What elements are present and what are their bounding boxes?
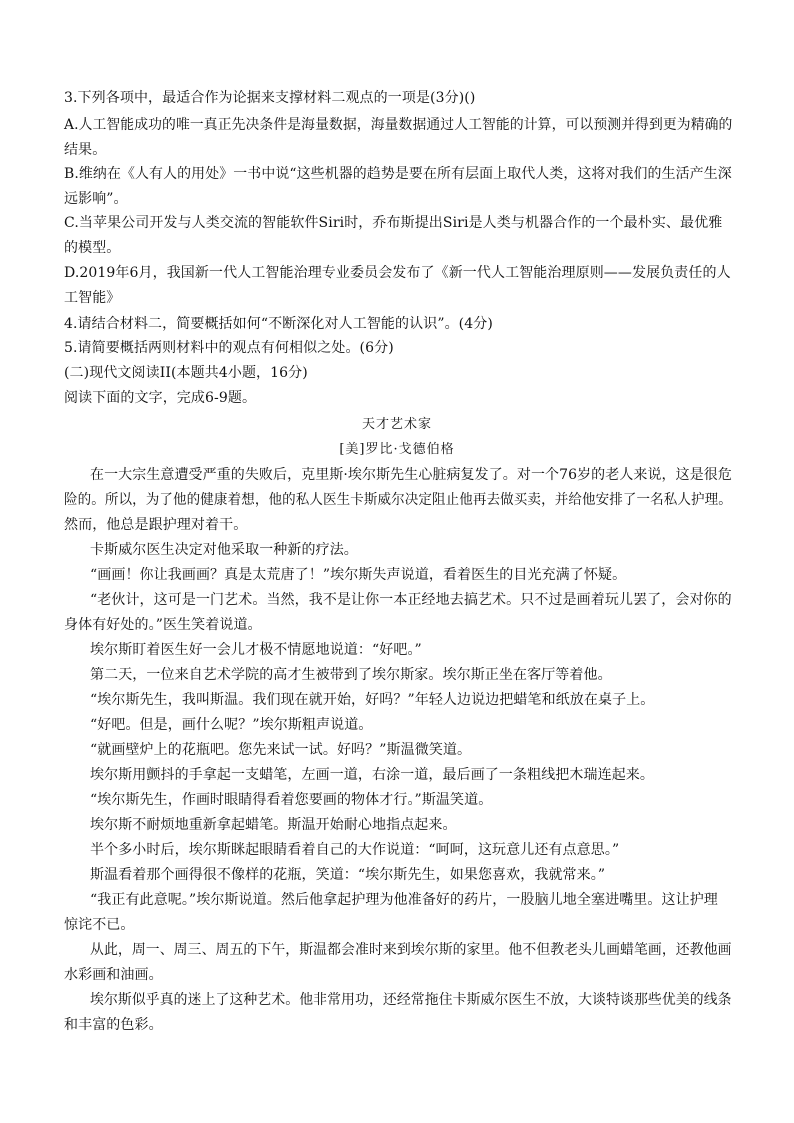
option-d-line-1: D.2019年6月，我国新一代人工智能治理专业委员会发布了《新一代人工智能治理原则——发展负责任的人 (64, 265, 731, 281)
option-b-line-1: B.维纳在《人有人的用处》一书中说“这些机器的趋势是要在所有层面上取代人类，这将对我们的生活产生深 (64, 166, 732, 182)
question-4: 4.请结合材料二，简要概括如何“不断深化对人工智能的认识”。(4分) (64, 316, 493, 332)
story-line: 险的。所以，为了他的健康着想，他的私人医生卡斯威尔决定阻止他再去做买卖，并给他安排了一名私人护理。 (64, 492, 732, 508)
option-d-line-2: 工智能》 (64, 290, 121, 306)
story-line: “好吧。但是，画什么呢？”埃尔斯粗声说道。 (90, 717, 373, 733)
story-line: 埃尔斯不耐烦地重新拿起蜡笔。斯温开始耐心地指点起来。 (90, 817, 457, 833)
question-5: 5.请简要概括两则材料中的观点有何相似之处。(6分) (64, 340, 394, 356)
story-line: 惊诧不已。 (64, 917, 135, 933)
story-line: 埃尔斯用颤抖的手拿起一支蜡笔，左画一道，右涂一道，最后画了一条粗线把木瑞连起来。 (90, 767, 654, 783)
story-line: 身体有好处的。”医生笑着说道。 (64, 617, 262, 633)
story-line: 在一大宗生意遭受严重的失败后，克里斯·埃尔斯先生心脏病复发了。对一个76岁的老人来说，这是很危 (90, 467, 732, 483)
story-title: 天才艺术家 (361, 417, 432, 432)
reading-instruction: 阅读下面的文字，完成6-9题。 (64, 390, 257, 406)
option-a-line-2: 结果。 (64, 142, 107, 158)
story-line: 水彩画和油画。 (64, 967, 163, 983)
story-line: 半个多小时后，埃尔斯眯起眼睛看着自己的大作说道：“呵呵，这玩意儿还有点意思。” (90, 842, 620, 858)
story-line: 第二天，一位来自艺术学院的高才生被带到了埃尔斯家。埃尔斯正坐在客厅等着他。 (90, 667, 612, 683)
story-line: 卡斯威尔医生决定对他采取一种新的疗法。 (90, 542, 358, 558)
story-line: “埃尔斯先生，我叫斯温。我们现在就开始，好吗？”年轻人边说边把蜡笔和纸放在桌子上。 (90, 692, 655, 708)
story-line: 埃尔斯盯着医生好一会儿才极不情愿地说道：“好吧。” (90, 642, 422, 658)
option-c-line-2: 的模型。 (64, 240, 121, 256)
story-line: “老伙计，这可是一门艺术。当然，我不是让你一本正经地去搞艺术。只不过是画着玩儿罢了，会对你的 (90, 592, 732, 608)
story-author: [美]罗比·戈德伯格 (339, 442, 455, 457)
story-line: “就画壁炉上的花瓶吧。您先来试一试。好吗？”斯温微笑道。 (90, 742, 472, 758)
story-line: 斯温看着那个画得很不像样的花瓶，笑道：“埃尔斯先生，如果您喜欢，我就常来。” (90, 867, 606, 883)
option-b-line-2: 远影响”。 (64, 191, 128, 207)
section-heading: (二)现代文阅读II(本题共4小题，16分) (64, 365, 308, 381)
option-c-line-1: C.当苹果公司开发与人类交流的智能软件Siri时，乔布斯提出Siri是人类与机器合作的一个最朴实、最优雅 (64, 215, 723, 231)
story-line: “画画！你让我画画？真是太荒唐了！”埃尔斯失声说道，看着医生的目光充满了怀疑。 (90, 567, 627, 583)
story-line: 埃尔斯似乎真的迷上了这种艺术。他非常用功，还经常拖住卡斯威尔医生不放，大谈特谈那些优美的线条 (90, 992, 732, 1008)
question-3: 3.下列各项中，最适合作为论据来支撑材料二观点的一项是(3分)() (64, 90, 476, 106)
story-line: 然而，他总是跟护理对着干。 (64, 517, 248, 533)
story-line: “埃尔斯先生，作画时眼睛得看着您要画的物体才行。”斯温笑道。 (90, 792, 493, 808)
story-line: “我正有此意呢。”埃尔斯说道。然后他拿起护理为他准备好的药片，一股脑儿地全塞进嘴里。这让护理 (90, 892, 718, 908)
story-line: 从此，周一、周三、周五的下午，斯温都会准时来到埃尔斯的家里。他不但教老头儿画蜡笔画，还教他画 (90, 942, 732, 958)
option-a-line-1: A.人工智能成功的唯一真正先决条件是海量数据，海量数据通过人工智能的计算，可以预测并得到更为精确的 (64, 117, 733, 133)
story-line: 和丰富的色彩。 (64, 1017, 163, 1033)
